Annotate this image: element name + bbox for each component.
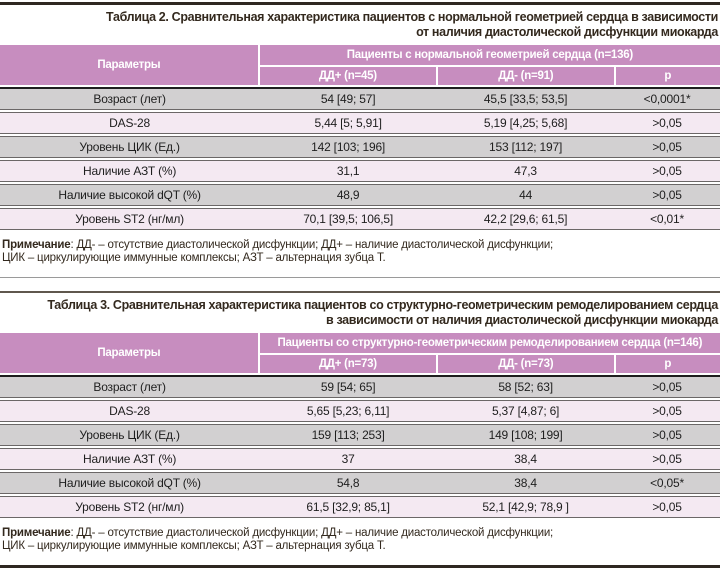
parameter-cell: DAS-28 [109,116,150,130]
dd-plus-value-cell: 48,9 [336,188,360,202]
parameter-cell: Возраст (лет) [93,92,166,106]
table2-title-line2: от наличия диастолической дисфункции миокарда [416,25,718,39]
table-row [0,87,720,110]
table-row [0,472,720,494]
table3-title-line1: Таблица 3. Сравнительная характеристика пациентов со структурно-геометрическим ремоделированием сердца [47,298,718,312]
table2-header-parameters: Параметры [0,45,258,85]
dd-minus-value-cell: 52,1 [42,9; 78,9 ] [482,500,569,514]
parameter-cell: Наличие высокой dQT (%) [58,188,201,202]
table3-body [0,375,720,518]
note-label: Примечание [2,527,71,539]
table2-header-group: Пациенты с нормальной геометрией сердца (n=136) [260,45,720,65]
dd-plus-value-cell: 37 [341,452,355,466]
dd-plus-value-cell: 5,44 [5; 5,91] [314,116,382,130]
p-value-cell: >0,05 [652,164,682,178]
table-row [0,424,720,446]
table3-header-group: Пациенты со структурно-геометрическим ремоделированием сердца (n=146) [260,333,720,353]
dd-plus-value-cell: 142 [103; 196] [311,140,386,154]
dd-minus-value-cell: 149 [108; 199] [488,428,563,442]
note-text: : ДД- – отсутствие диастолической дисфункции; ДД+ – наличие диастолической дисфункции; [70,239,554,251]
p-value-cell: <0,05* [650,476,684,490]
p-value-cell: <0,0001* [643,92,691,106]
dd-minus-value-cell: 153 [112; 197] [489,140,563,154]
dd-minus-value-cell: 58 [52; 63] [498,380,553,394]
table2-end-rule [0,277,720,278]
table2-note-line1 [2,239,720,252]
table-row [0,375,720,398]
table2-title-line1: Таблица 2. Сравнительная характеристика пациентов с нормальной геометрией сердца в зависимости [106,10,718,24]
table3-note-line2: ЦИК – циркулирующие иммунные комплексы; АЗТ – альтернация зубца Т. [2,540,386,552]
table3-note [0,527,720,553]
table2-header-dd-plus: ДД+ (n=45) [260,67,436,85]
table2-header-dd-minus: ДД- (n=91) [438,67,614,85]
table-row [0,184,720,206]
table2-header-p: р [616,67,720,85]
table3-title-line2: в зависимости от наличия диастолической дисфункции миокарда [326,313,718,327]
table-row [0,136,720,158]
dd-plus-value-cell: 54 [49; 57] [320,92,376,106]
dd-minus-value-cell: 42,2 [29,6; 61,5] [483,212,568,226]
table3-header-dd-minus: ДД- (n=73) [438,355,614,373]
dd-minus-value-cell: 5,19 [4,25; 5,68] [483,116,568,130]
parameter-cell: DAS-28 [109,404,150,418]
dd-plus-value-cell: 31,1 [336,164,360,178]
p-value-cell: >0,05 [652,140,682,154]
p-value-cell: >0,05 [652,428,682,442]
parameter-cell: Возраст (лет) [93,380,166,394]
table3-header-p: р [616,355,720,373]
table3-start-rule [0,291,720,293]
table3-header-parameters: Параметры [0,333,258,373]
parameter-cell: Наличие высокой dQT (%) [58,476,201,490]
parameter-cell: Уровень ST2 (нг/мл) [75,500,184,514]
table3-header [0,333,720,373]
p-value-cell: >0,05 [652,452,682,466]
table-row [0,112,720,134]
parameter-cell: Уровень ЦИК (Ед.) [79,428,180,442]
note-text: : ДД- – отсутствие диастолической дисфункции; ДД+ – наличие диастолической дисфункции; [70,527,554,539]
table-row [0,448,720,470]
table2-title [0,10,720,40]
parameter-cell: Уровень ЦИК (Ед.) [79,140,180,154]
p-value-cell: >0,05 [652,116,682,130]
table2-header [0,45,720,85]
table-row [0,160,720,182]
top-rule [0,2,720,5]
dd-plus-value-cell: 159 [113; 253] [311,428,385,442]
p-value-cell: >0,05 [652,188,682,202]
dd-plus-value-cell: 54,8 [336,476,360,490]
p-value-cell: >0,05 [652,500,682,514]
dd-plus-value-cell: 61,5 [32,9; 85,1] [306,500,390,514]
table3-note-line1 [2,527,720,540]
table-row [0,400,720,422]
p-value-cell: >0,05 [652,380,682,394]
parameter-cell: Наличие АЗТ (%) [82,164,177,178]
note-label: Примечание [2,239,71,251]
p-value-cell: >0,05 [652,404,682,418]
dd-plus-value-cell: 70,1 [39,5; 106,5] [303,212,393,226]
table-row [0,208,720,230]
bottom-rule [0,565,720,568]
dd-minus-value-cell: 5,37 [4,87; 6] [491,404,560,418]
parameter-cell: Уровень ST2 (нг/мл) [75,212,184,226]
p-value-cell: <0,01* [650,212,684,226]
table2-body [0,87,720,230]
dd-minus-value-cell: 38,4 [514,452,537,466]
dd-minus-value-cell: 47,3 [514,164,537,178]
table2-note [0,239,720,265]
dd-minus-value-cell: 38,4 [514,476,537,490]
dd-minus-value-cell: 45,5 [33,5; 53,5] [483,92,568,106]
table-row [0,496,720,518]
table2-note-line2: ЦИК – циркулирующие иммунные комплексы; АЗТ – альтернация зубца Т. [2,252,386,264]
parameter-cell: Наличие АЗТ (%) [82,452,177,466]
table3-header-dd-plus: ДД+ (n=73) [260,355,436,373]
table3-title [0,298,720,328]
dd-plus-value-cell: 59 [54; 65] [320,380,376,394]
dd-plus-value-cell: 5,65 [5,23; 6,11] [306,404,390,418]
dd-minus-value-cell: 44 [519,188,533,202]
